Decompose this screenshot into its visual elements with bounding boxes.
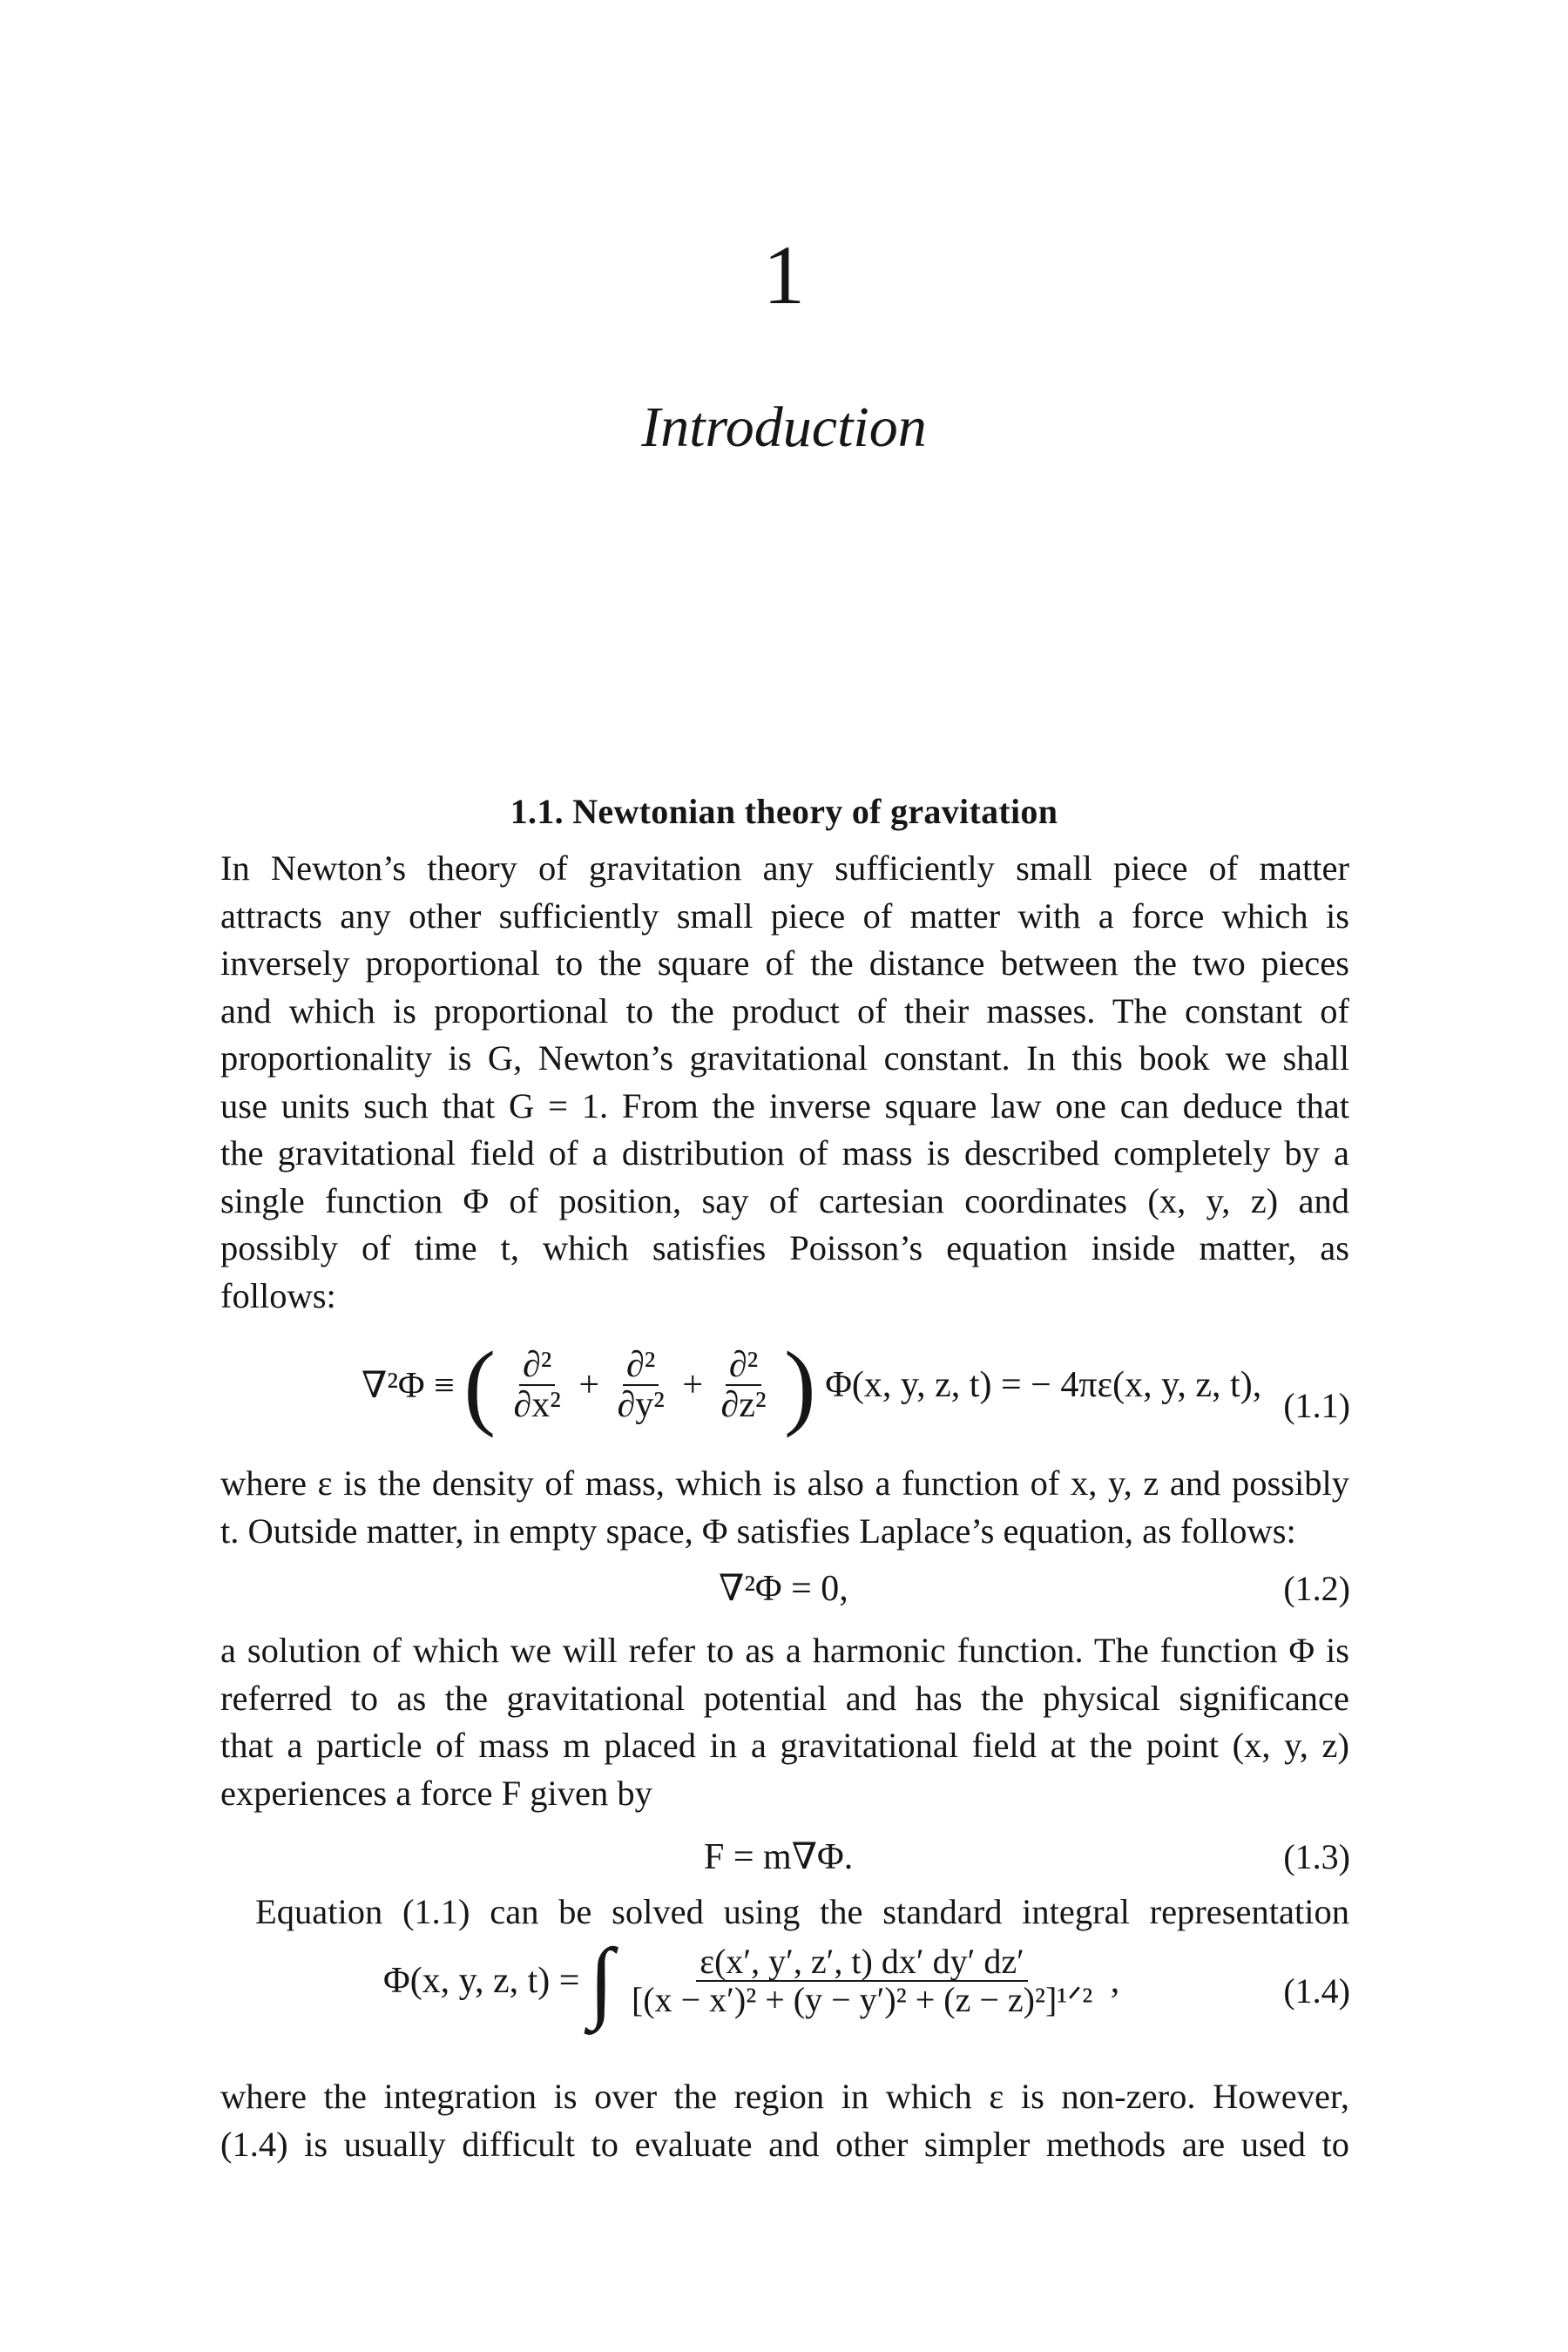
fraction-y	[614, 1346, 668, 1424]
equation-1-1	[362, 1332, 1262, 1438]
text-line: experiences a force F given by	[220, 1773, 652, 1813]
text-line: (1.4) is usually difficult to evaluate and other simpler methods are used to	[220, 2124, 1349, 2164]
fraction-denominator: ∂x²	[513, 1385, 561, 1425]
text-line: proportionality is G, Newton’s gravitational constant. In this book we shall	[220, 1038, 1349, 1078]
equation-number: (1.2)	[1283, 1569, 1350, 1608]
text-line: use units such that G = 1. From the inverse square law one can deduce that	[220, 1085, 1349, 1125]
paragraph-1	[220, 845, 1349, 1320]
text-line: inversely proportional to the square of the distance between the two pieces	[220, 943, 1349, 983]
text-line: Equation (1.1) can be solved using the standard integral representation	[255, 1892, 1349, 1931]
fraction-denominator: ∂y²	[617, 1385, 665, 1425]
equation-1-3: F = m∇Φ.	[704, 1837, 854, 1877]
chapter-title: Introduction	[641, 395, 927, 459]
right-paren: )	[784, 1332, 816, 1438]
text-line: where the integration is over the region in which ε is non-zero. However,	[220, 2077, 1349, 2116]
text-line: possibly of time t, which satisfies Poisson’s equation inside matter, as	[220, 1228, 1349, 1267]
left-paren: (	[463, 1332, 496, 1438]
paragraph-5	[220, 2073, 1349, 2168]
equation-number: (1.4)	[1283, 1971, 1350, 2011]
text-line: and which is proportional to the product of their masses. The constant of	[220, 990, 1349, 1031]
paragraph-3	[220, 1627, 1349, 1817]
plus-sign: +	[578, 1365, 599, 1405]
text-line: referred to as the gravitational potential and has the physical significance	[220, 1678, 1349, 1718]
text-line: In Newton’s theory of gravitation any sufficiently small piece of matter	[220, 848, 1349, 888]
fraction-numerator: ∂²	[623, 1346, 659, 1386]
fraction-z	[718, 1346, 770, 1424]
fraction-denominator: [(x − x′)² + (y − y′)² + (z − z)²]¹ᐟ²	[631, 1980, 1093, 2019]
equation-number: (1.3)	[1283, 1837, 1350, 1876]
fraction-denominator: ∂z²	[720, 1385, 767, 1425]
paragraph-4	[255, 1889, 1349, 1936]
text-line: follows:	[220, 1275, 336, 1315]
eq1-rhs: Φ(x, y, z, t) = − 4πε(x, y, z, t),	[825, 1365, 1262, 1405]
eq4-trail: ,	[1110, 1961, 1120, 2001]
integrand-fraction	[628, 1943, 1096, 2018]
fraction-numerator: ∂²	[519, 1346, 555, 1386]
text-line: where ε is the density of mass, which is also a function of x, y, z and possibly	[220, 1463, 1349, 1503]
integral-sign: ∫	[588, 1930, 614, 2031]
equation-number: (1.1)	[1283, 1386, 1350, 1425]
fraction-x	[510, 1346, 564, 1424]
chapter-number: 1	[763, 228, 805, 321]
text-line: attracts any other sufficiently small piece of matter with a force which is	[220, 896, 1349, 936]
fraction-numerator: ε(x′, y′, z′, t) dx′ dy′ dz′	[696, 1943, 1028, 1982]
text-line: the gravitational field of a distribution of mass is described completely by a	[220, 1133, 1349, 1173]
fraction-numerator: ∂²	[726, 1346, 761, 1386]
text-line: a solution of which we will refer to as a harmonic function. The function Φ is	[220, 1631, 1349, 1670]
eq4-lhs: Φ(x, y, z, t) =	[383, 1961, 580, 2001]
text-line: single function Φ of position, say of cartesian coordinates (x, y, z) and	[220, 1180, 1349, 1220]
text-line: t. Outside matter, in empty space, Φ satisfies Laplace’s equation, as follows:	[220, 1511, 1296, 1551]
text-line: that a particle of mass m placed in a gravitational field at the point (x, y, z)	[220, 1726, 1349, 1765]
plus-sign: +	[682, 1365, 704, 1405]
equation-1-4	[383, 1930, 1120, 2031]
eq1-lhs: ∇²Φ ≡	[362, 1366, 455, 1406]
paragraph-2	[220, 1460, 1349, 1555]
equation-1-2: ∇²Φ = 0,	[719, 1569, 848, 1609]
section-heading: 1.1. Newtonian theory of gravitation	[510, 792, 1058, 831]
